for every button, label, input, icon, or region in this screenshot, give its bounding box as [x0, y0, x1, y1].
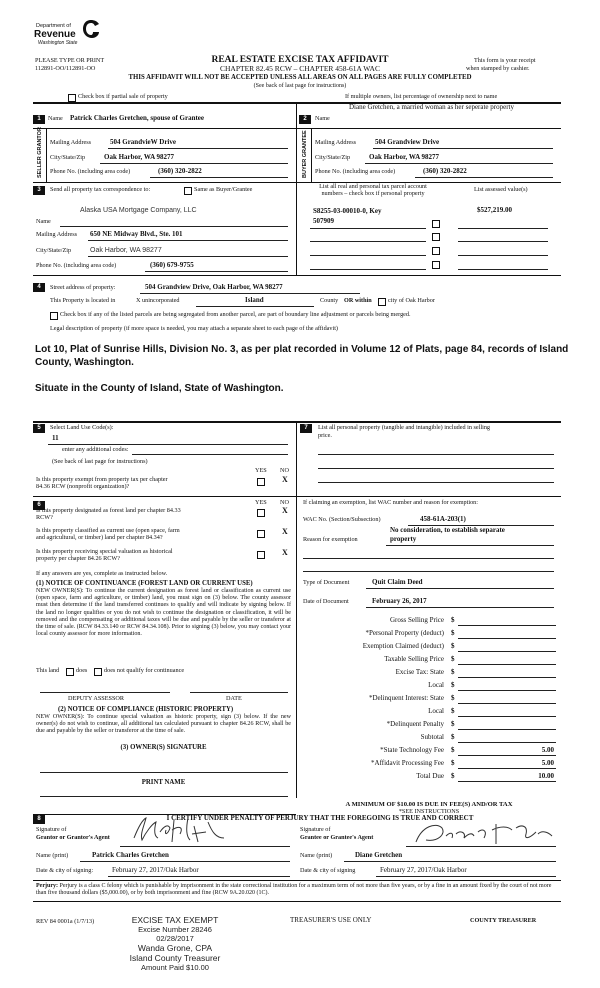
tax-corr-mailing: 650 NE Midway Blvd., Ste. 101: [90, 230, 183, 238]
parcel-line-3: [310, 255, 426, 256]
historic-yes-checkbox[interactable]: [257, 551, 265, 559]
assessed-line-2: [458, 241, 548, 242]
wac-label: WAC No. (Section/Subsection): [303, 516, 381, 523]
stamp-line-2: Excise Number 28246: [138, 925, 212, 934]
fee-row-12-line: [458, 768, 556, 769]
seller-city-label: City/State/Zip: [50, 154, 86, 161]
historic-no-mark[interactable]: X: [282, 548, 288, 557]
notice2-body: NEW OWNER(S): To continue special valuation as historic property, sign (3) below. If the new owner(s) do not wish to continue, all additional tax calculated pursuant to chapter 84.26 RCW, shall be due and payable by the seller or transferor at the time of sale.: [36, 714, 291, 735]
personal-property-checkbox-1[interactable]: [432, 220, 440, 228]
or-within: OR within: [344, 297, 372, 304]
section57-divider: [296, 421, 297, 798]
dor-logo: [32, 17, 98, 49]
legal-line-1: Lot 10, Plat of Sunrise Hills, Division No. 3, as per plat recorded in Volume 12 of Plats, page 84, records of Island: [35, 344, 569, 355]
located-unincorporated: X unincorporated: [136, 297, 180, 304]
section5-top-rule: [33, 421, 561, 423]
fee-row-8-currency: $: [451, 707, 455, 715]
section-1-badge: 1: [33, 115, 45, 124]
does-not-checkbox[interactable]: [94, 668, 102, 676]
section12-bottom-rule: [33, 182, 561, 183]
historic-question-1: Is this property receiving special valuation as historical: [36, 548, 173, 555]
fee-row-9-label: *Delinquent Penalty: [386, 720, 444, 728]
fee-row-2-currency: $: [451, 629, 455, 637]
seller-city-line: [100, 163, 288, 164]
personal-property-line-1: [318, 454, 554, 455]
located-pre: This Property is located in: [50, 297, 116, 304]
current-use-question-1: Is this property classified as current use (open space, farm: [36, 527, 180, 534]
fee-row-13-line: [458, 781, 556, 782]
if-any-yes: If any answers are yes, complete as instructed below.: [36, 570, 168, 577]
section7-mid-rule: [296, 496, 561, 497]
exempt-question-1: Is this property exempt from property tax per chapter: [36, 476, 168, 483]
tax-corr-city: Oak Harbor, WA 98277: [90, 247, 162, 254]
grantor-name: Patrick Charles Gretchen: [92, 851, 169, 859]
exempt-no-mark[interactable]: X: [282, 475, 288, 484]
seller-phone-label: Phone No. (including area code): [50, 168, 131, 175]
grantor-sig-label-2: Grantor or Grantor's Agent: [36, 834, 110, 841]
fee-row-9-line: [458, 729, 556, 730]
land-use-code: 11: [52, 434, 59, 442]
sec5-yes-header: YES: [255, 467, 267, 474]
fee-row-5-currency: $: [451, 668, 455, 676]
personal-property-line-3: [318, 482, 554, 483]
does-not-label: does not qualify for continuance: [104, 667, 185, 674]
reason-extra-line-1: [303, 558, 554, 559]
print-name-label: PRINT NAME: [141, 779, 186, 786]
doc-date-value: February 26, 2017: [372, 597, 427, 605]
fee-row-1-label: Gross Selling Price: [389, 616, 444, 624]
exempt-yes-checkbox[interactable]: [257, 478, 265, 486]
situate-line: Situate in the County of Island, State of Washington.: [35, 383, 284, 394]
reason-line-1: No consideration, to establish separate: [390, 526, 505, 534]
buyer-name: Diane Gretchen, a married woman as her seperate property: [349, 103, 515, 111]
buyer-city: Oak Harbor, WA 98277: [369, 153, 440, 161]
tax-corr-phone: (360) 679-9755: [150, 261, 194, 269]
sec6-no-header: NO: [280, 499, 289, 506]
fee-row-9-currency: $: [451, 720, 455, 728]
seller-name-label: Name: [48, 115, 63, 122]
fee-row-1-line: [458, 625, 556, 626]
personal-property-checkbox-3[interactable]: [432, 247, 440, 255]
grantee-sig-label-2: Grantee or Grantee's Agent: [300, 834, 374, 841]
section12-divider: [296, 102, 297, 182]
wac-value: 458-61A-203(1): [420, 515, 466, 523]
fee-row-3-currency: $: [451, 642, 455, 650]
section-4-badge: 4: [33, 283, 45, 292]
seller-name: Patrick Charles Gretchen, spouse of Grantee: [70, 114, 205, 122]
notice1-title: (1) NOTICE OF CONTINUANCE (FOREST LAND OR CURRENT USE): [36, 580, 253, 587]
fee-row-6-currency: $: [451, 681, 455, 689]
buyer-mailing-label: Mailing Address: [315, 139, 357, 146]
parcel-header-line-2: numbers – check box if personal property: [321, 190, 425, 197]
forest-yes-checkbox[interactable]: [257, 509, 265, 517]
fee-row-12-label: *Affidavit Processing Fee: [371, 759, 444, 767]
perjury-top-rule: [33, 880, 561, 881]
fee-row-6-line: [458, 690, 556, 691]
logo-state: Washington State: [38, 40, 78, 46]
buyer-name-label: Name: [315, 115, 330, 122]
grantor-signature: [128, 812, 236, 846]
street-label: Street address of property:: [50, 284, 116, 291]
tax-corr-name-line: [60, 226, 288, 227]
section-3-badge: 3: [33, 186, 45, 195]
grantor-date-line: [108, 876, 290, 877]
seller-mailing-label: Mailing Address: [50, 139, 92, 146]
grantee-sig-label-1: Signature of: [300, 826, 331, 833]
street-line: [140, 293, 360, 294]
print-name-line: [40, 796, 288, 797]
grantee-signature: [412, 818, 558, 848]
grantee-name: Diane Gretchen: [355, 851, 403, 859]
historic-question-2: property per chapter 84.26 RCW?: [36, 555, 121, 562]
land-use-see-back: (See back of last page for instructions): [52, 458, 148, 465]
legal-line-2: County, Washington.: [35, 357, 134, 368]
perjury-body: Perjury is a class C felony which is punishable by imprisonment in the state correctional institution for a maximum term of not more than five years, or by a fine in an amount fixed by the court of not more than five thousand dollars ($5,000.00), or by both imprisonment and fine (RCW 9A.20.020 (1C).: [36, 883, 552, 897]
treasurer-use-only: TREASURER'S USE ONLY: [290, 916, 372, 924]
personal-property-line-2: [318, 468, 554, 469]
buyer-phone-line: [415, 177, 553, 178]
section-6-badge: 6: [33, 501, 45, 510]
stamp-line-4: Wanda Grone, CPA: [137, 943, 213, 953]
county-label: County: [320, 297, 339, 304]
tax-corr-mailing-label: Mailing Address: [36, 231, 78, 238]
section4-top-rule: [33, 275, 561, 276]
sec6-yes-header: YES: [255, 499, 267, 506]
fee-row-3-label: Exemption Claimed (deduct): [362, 642, 444, 650]
street-address: 504 Grandview Drive, Oak Harbor, WA 98277: [145, 283, 283, 291]
seller-name-rule: [33, 128, 296, 129]
grantor-date: February 27, 2017/Oak Harbor: [112, 866, 199, 874]
current-use-yes-checkbox[interactable]: [257, 530, 265, 538]
parcel-number-line-1: S8255-03-00010-0, Key: [313, 207, 382, 215]
assessed-line-4: [458, 269, 548, 270]
fee-row-5-line: [458, 677, 556, 678]
tax-corr-mailing-line: [88, 240, 288, 241]
county-line: [196, 306, 314, 307]
doc-type-line: [366, 588, 554, 589]
logo-emblem-icon: [82, 19, 100, 39]
forest-question-2: RCW?: [36, 514, 53, 521]
doc-date-label: Date of Document: [303, 598, 349, 605]
parcel-line-1: [310, 228, 426, 229]
logo-dept: Department of: [36, 23, 71, 29]
fee-row-6-label: Local: [428, 681, 444, 689]
parcel-header-line-1: List all real and personal tax parcel account: [319, 183, 427, 190]
partial-sale-checkbox[interactable]: [68, 94, 76, 102]
assessed-header: List assessed value(s): [474, 186, 528, 193]
fee-row-4-label: Taxable Selling Price: [384, 655, 444, 663]
assessor-date-label: DATE: [226, 695, 242, 702]
fee-row-3-line: [458, 651, 556, 652]
form-see-back: (See back of last page for instructions): [253, 83, 347, 89]
additional-codes-line: [132, 454, 288, 455]
county-value: Island: [245, 296, 264, 304]
notice1-body: NEW OWNER(S): To continue the current designation as forest land or classification as current use (open space, farm and agriculture, or timber) land, you must sign on (3) below. The county assessor must then determine if the land transferred continues to qualify and will indicate by signing below. If the land no longer qualifies or you do not wish to continue the designation or classification, it will be removed and the compensating or additional taxes will be due and payable by the seller or transferor at the time of sale. (RCW 84.33.140 or RCW 84.34.108). Prior to signing (3) below, you may contact your local county assessor for more information.: [36, 588, 291, 638]
buyer-side-rule: [311, 128, 312, 182]
fee-row-7-currency: $: [451, 694, 455, 702]
section-8-badge: 8: [33, 815, 45, 824]
stamp-line-5: Island County Treasurer: [129, 953, 221, 963]
rev-code: REV 84 0001a (1/7/13): [36, 918, 95, 925]
fee-row-7-line: [458, 703, 556, 704]
fee-row-1-currency: $: [451, 616, 455, 624]
fee-row-11-currency: $: [451, 746, 455, 754]
form-chapter: CHAPTER 82.45 RCW – CHAPTER 458-61A WAC: [220, 64, 380, 73]
fee-row-7-label: *Delinquent Interest: State: [368, 694, 444, 702]
form-warning: THIS AFFIDAVIT WILL NOT BE ACCEPTED UNLESS ALL AREAS ON ALL PAGES ARE FULLY COMPLETED: [128, 74, 472, 81]
owners-signature-line: [40, 772, 288, 773]
seller-phone-line: [150, 177, 288, 178]
seller-side-rule: [46, 128, 47, 182]
forest-question-1: Is this property designated as forest land per chapter 84.33: [36, 507, 181, 514]
grantee-sig-line: [406, 846, 556, 847]
fee-row-12-value: 5.00: [541, 759, 554, 767]
sec5-no-header: NO: [280, 467, 289, 474]
grantee-name-label: Name (print): [300, 852, 333, 859]
perjury-text: [36, 883, 560, 898]
buyer-phone-label: Phone No. (including area code): [315, 168, 396, 175]
parcel-line-2: [310, 241, 426, 242]
seller-mailing-line: [108, 148, 288, 149]
grantee-date-label: Date & city of signing: [300, 867, 356, 874]
tax-corr-label: Send all property tax correspondence to:: [50, 186, 151, 193]
fee-row-4-line: [458, 664, 556, 665]
this-land-label: This land: [36, 667, 60, 674]
grantee-name-line: [344, 861, 556, 862]
section-2-badge: 2: [299, 115, 311, 124]
owners-signature-label: (3) OWNER(S) SIGNATURE: [120, 744, 207, 751]
assessed-value: $527,219.00: [477, 206, 512, 214]
buyer-mailing: 504 Grandview Drive: [375, 138, 440, 146]
grantor-name-line: [80, 861, 290, 862]
certify-statement: I CERTIFY UNDER PENALTY OF PERJURY THAT THE FOREGOING IS TRUE AND CORRECT: [166, 814, 474, 822]
personal-property-label-1: List all personal property (tangible and intangible) included in selling: [318, 424, 491, 431]
city-of-checkbox[interactable]: [378, 298, 386, 306]
current-use-no-mark[interactable]: X: [282, 527, 288, 536]
does-checkbox[interactable]: [66, 668, 74, 676]
doc-type-value: Quit Claim Deed: [372, 578, 423, 586]
fee-row-10-label: Subtotal: [420, 733, 444, 741]
grantee-date-line: [376, 876, 556, 877]
stamp-line-6: Amount Paid $10.00: [141, 963, 209, 972]
please-type: PLEASE TYPE OR PRINT: [35, 57, 105, 64]
fee-row-11-value: 5.00: [541, 746, 554, 754]
grantor-sig-label-1: Signature of: [36, 826, 67, 833]
buyer-name-rule: [296, 128, 561, 129]
exemption-label: If claiming an exemption, list WAC number and reason for exemption:: [303, 499, 478, 506]
tax-corr-phone-label: Phone No. (including area code): [36, 262, 117, 269]
grantee-date: February 27, 2017/Oak Harbor: [380, 866, 467, 874]
deputy-assessor-label: DEPUTY ASSESSOR: [68, 695, 124, 702]
seller-city: Oak Harbor, WA 98277: [104, 153, 175, 161]
reason-label: Reason for exemption: [303, 536, 358, 543]
tax-corr-city-line: [88, 256, 288, 257]
receipt-line-2: when stamped by cashier.: [466, 65, 530, 72]
fee-row-2-label: *Personal Property (deduct): [365, 629, 444, 637]
stamp-line-1: EXCISE TAX EXEMPT: [131, 915, 219, 925]
fee-row-8-label: Local: [428, 707, 444, 715]
section-5-badge: 5: [33, 424, 45, 433]
land-use-label: Select Land Use Code(s):: [50, 424, 114, 431]
fee-row-12-currency: $: [451, 759, 455, 767]
fee-row-11-label: *State Technology Fee: [380, 746, 444, 754]
fee-row-13-currency: $: [451, 772, 455, 780]
does-label: does: [76, 667, 88, 674]
notice2-title: (2) NOTICE OF COMPLIANCE (HISTORIC PROPERTY): [58, 706, 234, 713]
buyer-side-label: BUYER GRANTEE: [302, 130, 308, 178]
legal-label: Legal description of property (if more space is needed, you may attach a separate sheet to each page of the affidavit): [50, 325, 338, 332]
parcel-line-4: [310, 269, 426, 270]
buyer-mailing-line: [373, 148, 553, 149]
same-as-buyer-label: Same as Buyer/Grantee: [194, 186, 253, 193]
grantor-name-label: Name (print): [36, 852, 69, 859]
current-use-question-2: and agricultural, or timber) land per chapter 84.34?: [36, 534, 163, 541]
reason-line-2: property: [390, 535, 417, 543]
deputy-assessor-line: [40, 692, 170, 693]
form-code: 112891-OO/112891-OO: [35, 65, 96, 72]
section-7-badge: 7: [300, 424, 312, 433]
seller-side-label: SELLER GRANTOR: [37, 127, 43, 178]
assessor-date-line: [190, 692, 288, 693]
personal-property-label-2: price.: [318, 432, 332, 439]
seller-phone: (360) 320-2822: [158, 167, 202, 175]
doc-date-line: [366, 607, 554, 608]
tax-corr-phone-line: [145, 271, 288, 272]
perjury-label: Perjury:: [36, 883, 58, 889]
fee-row-5-label: Excise Tax: State: [395, 668, 444, 676]
perjury-bottom-rule: [33, 901, 561, 902]
buyer-phone: (360) 320-2822: [423, 167, 467, 175]
segregated-checkbox[interactable]: [50, 312, 58, 320]
forest-no-mark[interactable]: X: [282, 506, 288, 515]
seller-mailing: 504 GrandvieW Drive: [110, 138, 176, 146]
fee-row-11-line: [458, 755, 556, 756]
personal-property-checkbox-4[interactable]: [432, 261, 440, 269]
county-treasurer: COUNTY TREASURER: [470, 917, 537, 924]
tax-corr-name: Alaska USA Mortgage Company, LLC: [80, 207, 197, 214]
buyer-city-line: [365, 163, 553, 164]
exempt-question-2: 84.36 RCW (nonprofit organization)?: [36, 483, 130, 490]
personal-property-checkbox-2[interactable]: [432, 233, 440, 241]
parcel-number-line-2: 507909: [313, 217, 334, 225]
segregated-label: Check box if any of the listed parcels are being segregated from another parcel, are part of boundary line adjustment or parcels being merged.: [60, 311, 411, 318]
grantor-date-label: Date & city of signing:: [36, 867, 94, 874]
logo-name: Revenue: [34, 29, 76, 40]
section6-top-rule: [33, 496, 296, 497]
section3-divider: [296, 182, 297, 275]
land-use-code-line: [48, 444, 288, 445]
assessed-line-3: [458, 255, 548, 256]
minimum-due-line-2: *SEE INSTRUCTIONS: [398, 808, 460, 815]
city-of-label: city of Oak Harbor: [388, 297, 435, 304]
fee-row-10-currency: $: [451, 733, 455, 741]
doc-type-label: Type of Document: [303, 579, 350, 586]
reason-line: [386, 545, 554, 546]
partial-sale-label: Check box if partial sale of property: [78, 93, 168, 100]
fee-row-8-line: [458, 716, 556, 717]
minimum-due-line-1: A MINIMUM OF $10.00 IS DUE IN FEE(S) AND/OR TAX: [345, 801, 513, 808]
assessed-line-1: [458, 228, 548, 229]
fee-row-2-line: [458, 638, 556, 639]
stamp-line-3: 02/28/2017: [156, 934, 194, 943]
reason-extra-line-2: [303, 571, 554, 572]
grantor-sig-line: [120, 846, 290, 847]
same-as-buyer-checkbox[interactable]: [184, 187, 192, 195]
additional-codes: enter any additional codes:: [62, 446, 129, 453]
fee-row-13-label: Total Due: [416, 772, 444, 780]
tax-corr-name-label: Name: [36, 218, 51, 225]
tax-corr-city-label: City/State/Zip: [36, 247, 72, 254]
fee-row-4-currency: $: [451, 655, 455, 663]
multiple-owners-label: If multiple owners, list percentage of ownership next to name: [345, 93, 498, 100]
form-title: REAL ESTATE EXCISE TAX AFFIDAVIT: [211, 55, 389, 65]
buyer-city-label: City/State/Zip: [315, 154, 351, 161]
fee-row-13-value: 10.00: [538, 772, 554, 780]
receipt-line-1: This form is your receipt: [474, 57, 536, 64]
fee-row-10-line: [458, 742, 556, 743]
